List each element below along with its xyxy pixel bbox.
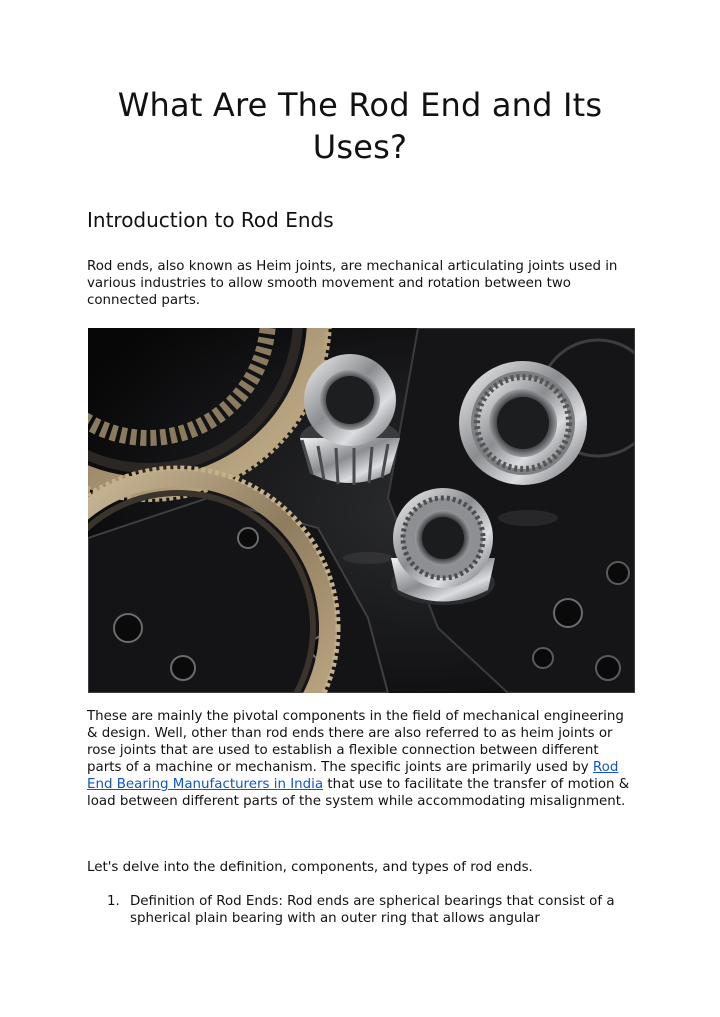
list-item: [87, 893, 635, 927]
gears-and-bearings-photo: [88, 328, 635, 693]
list-item-number: 1.: [107, 894, 120, 909]
rod-end-bearing-link[interactable]: Rod End Bearing Manufacturers in India: [87, 760, 619, 792]
intro-paragraph: Rod ends, also known as Heim joints, are mechanical articulating joints used in various industries to allow smooth movement and rotation between two connected parts.: [87, 259, 618, 308]
page-title: What Are The Rod End and Its Uses?: [117, 86, 603, 166]
photo-illustration: [88, 328, 635, 693]
delve-paragraph: Let's delve into the definition, components, and types of rod ends.: [87, 860, 533, 875]
numbered-list: [87, 893, 635, 927]
section-heading: Introduction to Rod Ends: [87, 208, 334, 232]
body-text-after-link: that use to facilitate the transfer of motion & load between different parts of the system while accommodating misalignment.: [87, 777, 630, 809]
body-text-before-link: These are mainly the pivotal components in the field of mechanical engineering & design. Well, other than rod ends there are also referred to as heim joints or rose joints that are used to establish a flexible connection between different parts of a machine or mechanism. The specific joints are primarily used by: [87, 709, 624, 775]
list-item-text: Definition of Rod Ends: Rod ends are spherical bearings that consist of a spherical plain bearing with an outer ring that allows angular: [130, 894, 615, 926]
body-paragraph: [87, 708, 635, 810]
